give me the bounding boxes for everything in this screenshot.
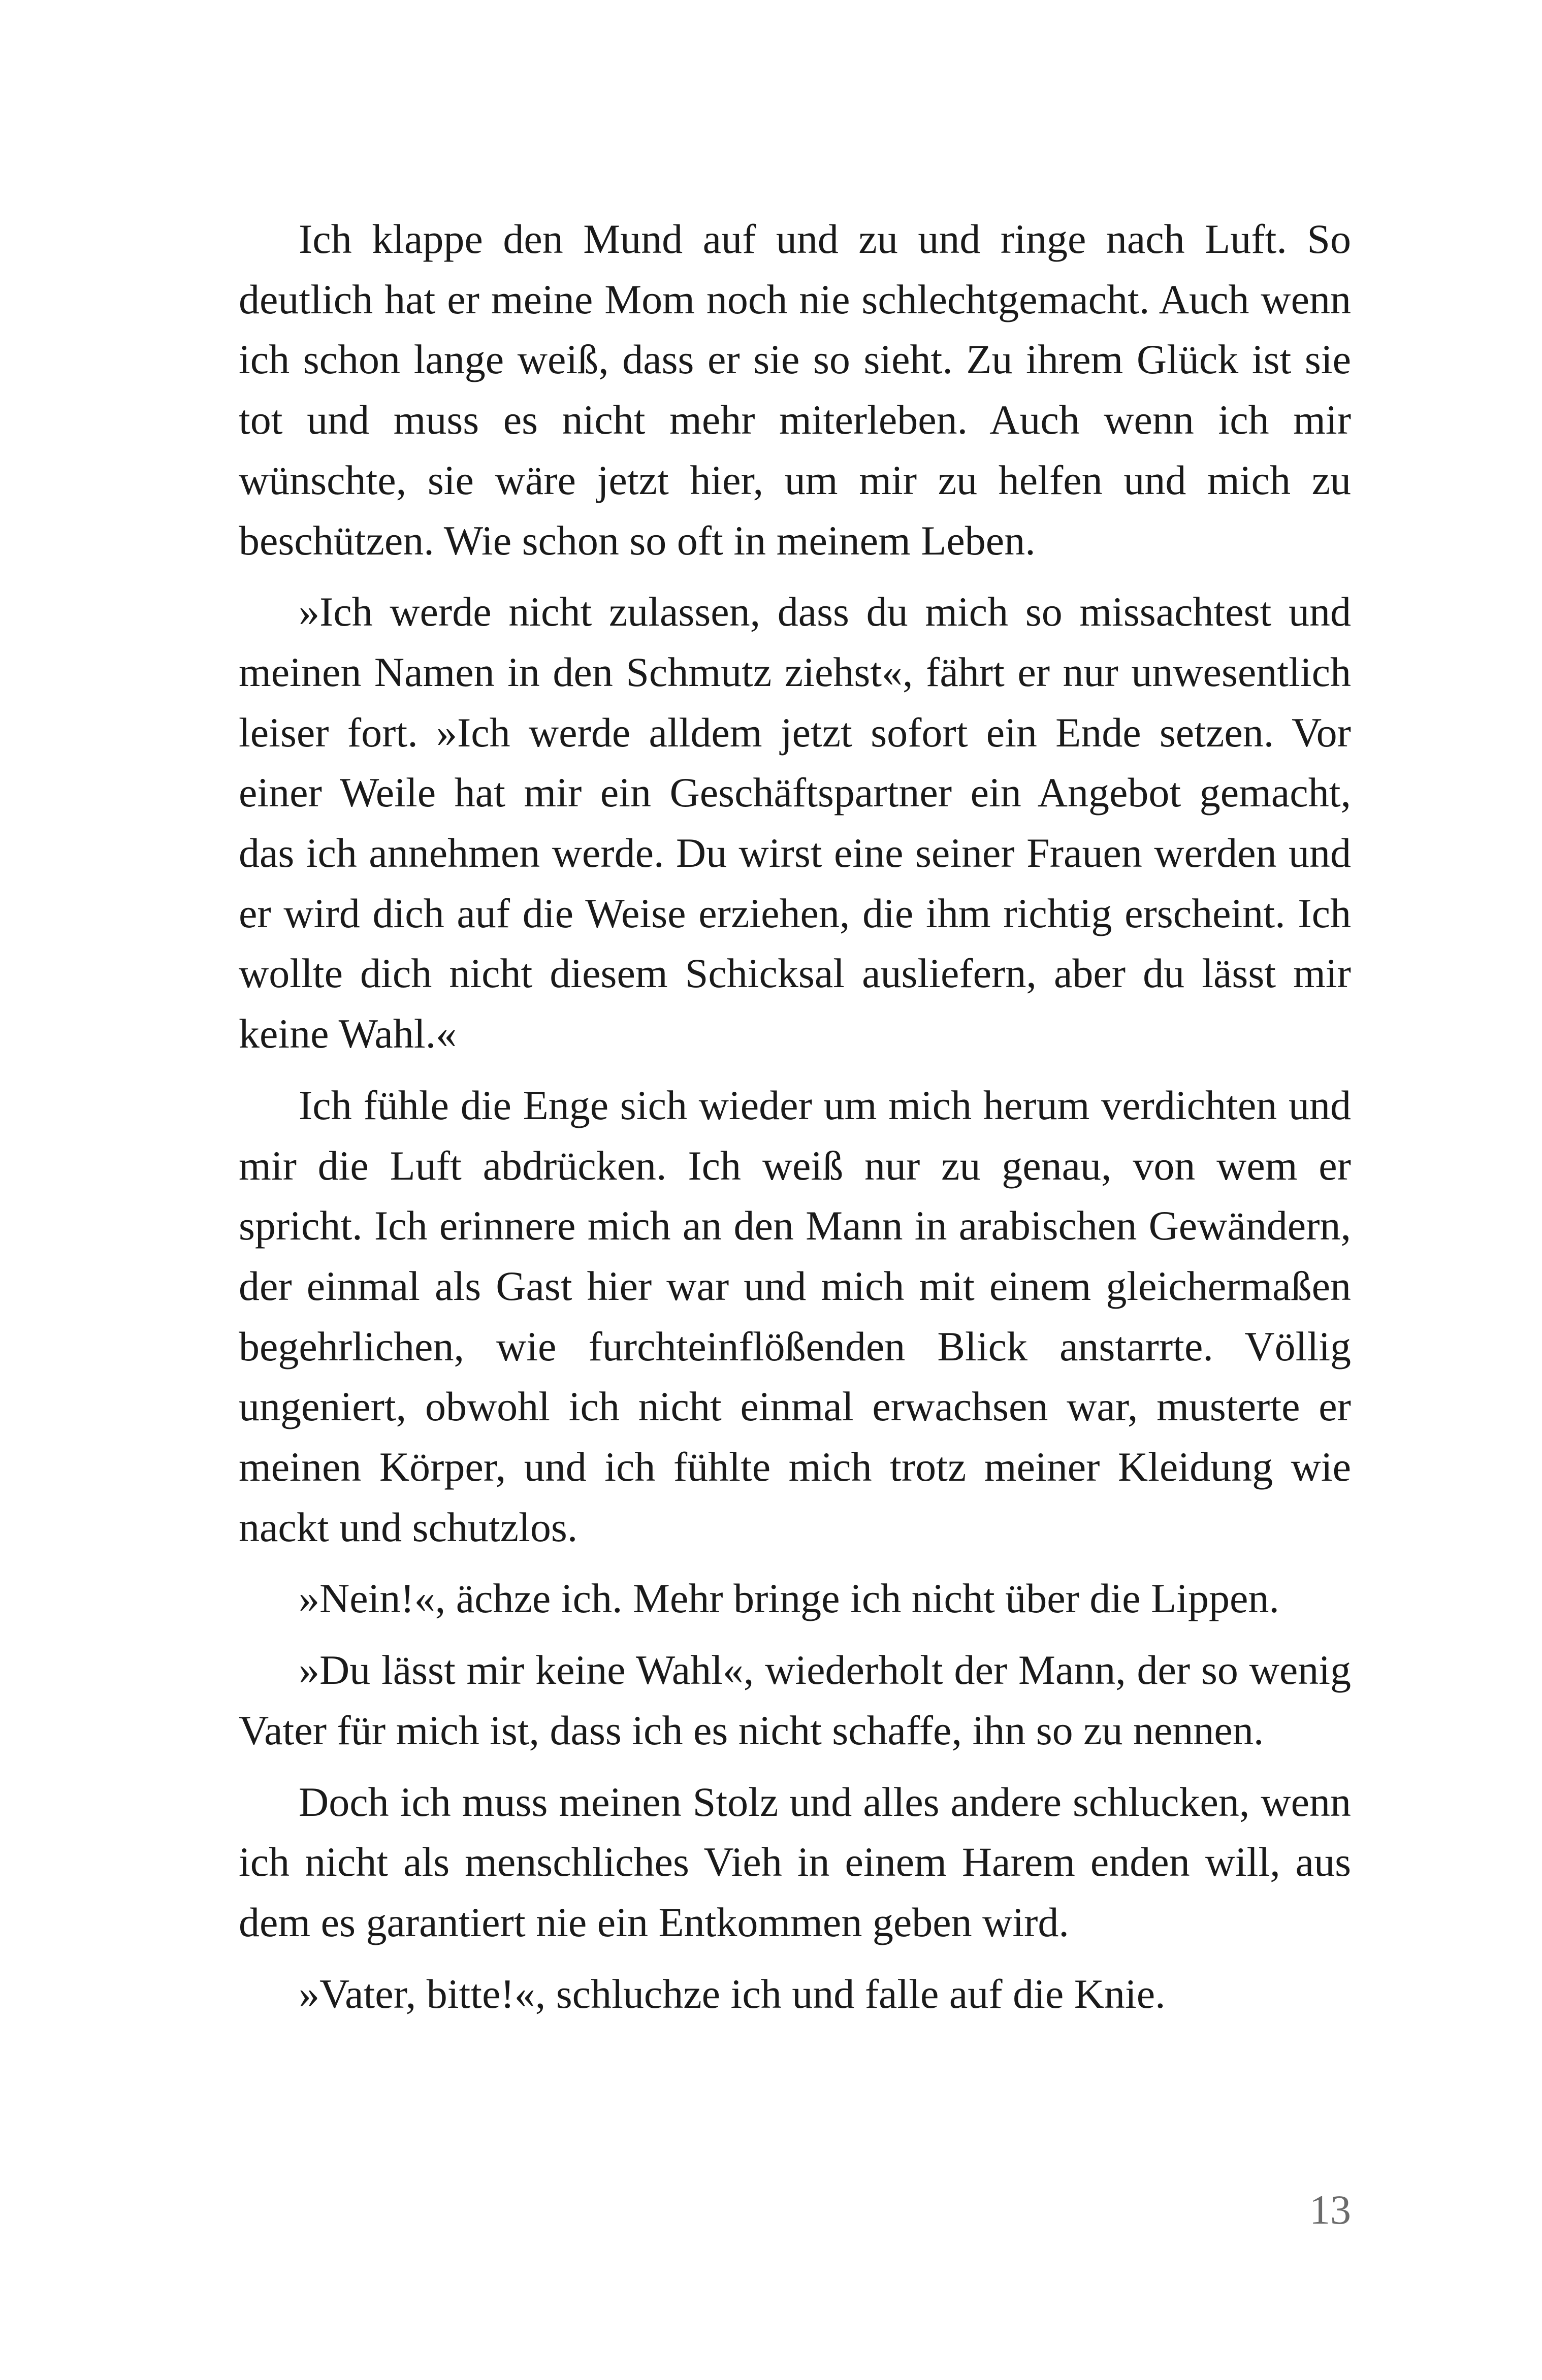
paragraph: »Vater, bitte!«, schluchze ich und falle auf die Knie. <box>299 1970 1166 2017</box>
paragraph: »Du lässt mir keine Wahl«, wiederholt der Mann, der so wenig Vater für mich ist, dass ich es nicht schaffe, ihn so zu nennen. <box>239 1647 1351 1753</box>
paragraph: »Nein!«, ächze ich. Mehr bringe ich nicht über die Lippen. <box>299 1575 1279 1622</box>
paragraph: »Ich werde nicht zulassen, dass du mich so missachtest und meinen Namen in den Schmutz ziehst«, fährt er nur unwesentlich leiser fort. »Ich werde alldem jetzt sofort ein Ende setzen. Vor einer Weile hat mir ein Geschäftspartner ein Angebot gemacht, das ich annehmen werde. Du wirst eine seiner Frauen werden und er wird dich auf die Weise erziehen, die ihm richtig erscheint. Ich wollte dich nicht diesem Schicksal ausliefern, aber du lässt mir keine Wahl.« <box>239 589 1351 1057</box>
paragraph: Doch ich muss meinen Stolz und alles andere schlucken, wenn ich nicht als menschliches Vieh in einem Harem enden will, aus dem es garantiert nie ein Entkommen geben wird. <box>239 1778 1351 1945</box>
body-text <box>239 209 1351 2024</box>
page-number: 13 <box>1309 2187 1351 2233</box>
paragraph: Ich fühle die Enge sich wieder um mich herum verdichten und mir die Luft abdrücken. Ich weiß nur zu genau, von wem er spricht. Ich erinnere mich an den Mann in arabischen Gewändern, der einmal als Gast hier war und mich mit einem gleichermaßen begehrlichen, wie furchteinflößenden Blick anstarrte. Völlig ungeniert, obwohl ich nicht einmal erwachsen war, musterte er meinen Körper, und ich fühlte mich trotz meiner Kleidung wie nackt und schutzlos. <box>239 1082 1351 1550</box>
paragraph: Ich klappe den Mund auf und zu und ringe nach Luft. So deutlich hat er meine Mom noch nie schlechtgemacht. Auch wenn ich schon lange weiß, dass er sie so sieht. Zu ihrem Glück ist sie tot und muss es nicht mehr miterleben. Auch wenn ich mir wünschte, sie wäre jetzt hier, um mir zu helfen und mich zu beschützen. Wie schon so oft in meinem Leben. <box>239 216 1351 564</box>
